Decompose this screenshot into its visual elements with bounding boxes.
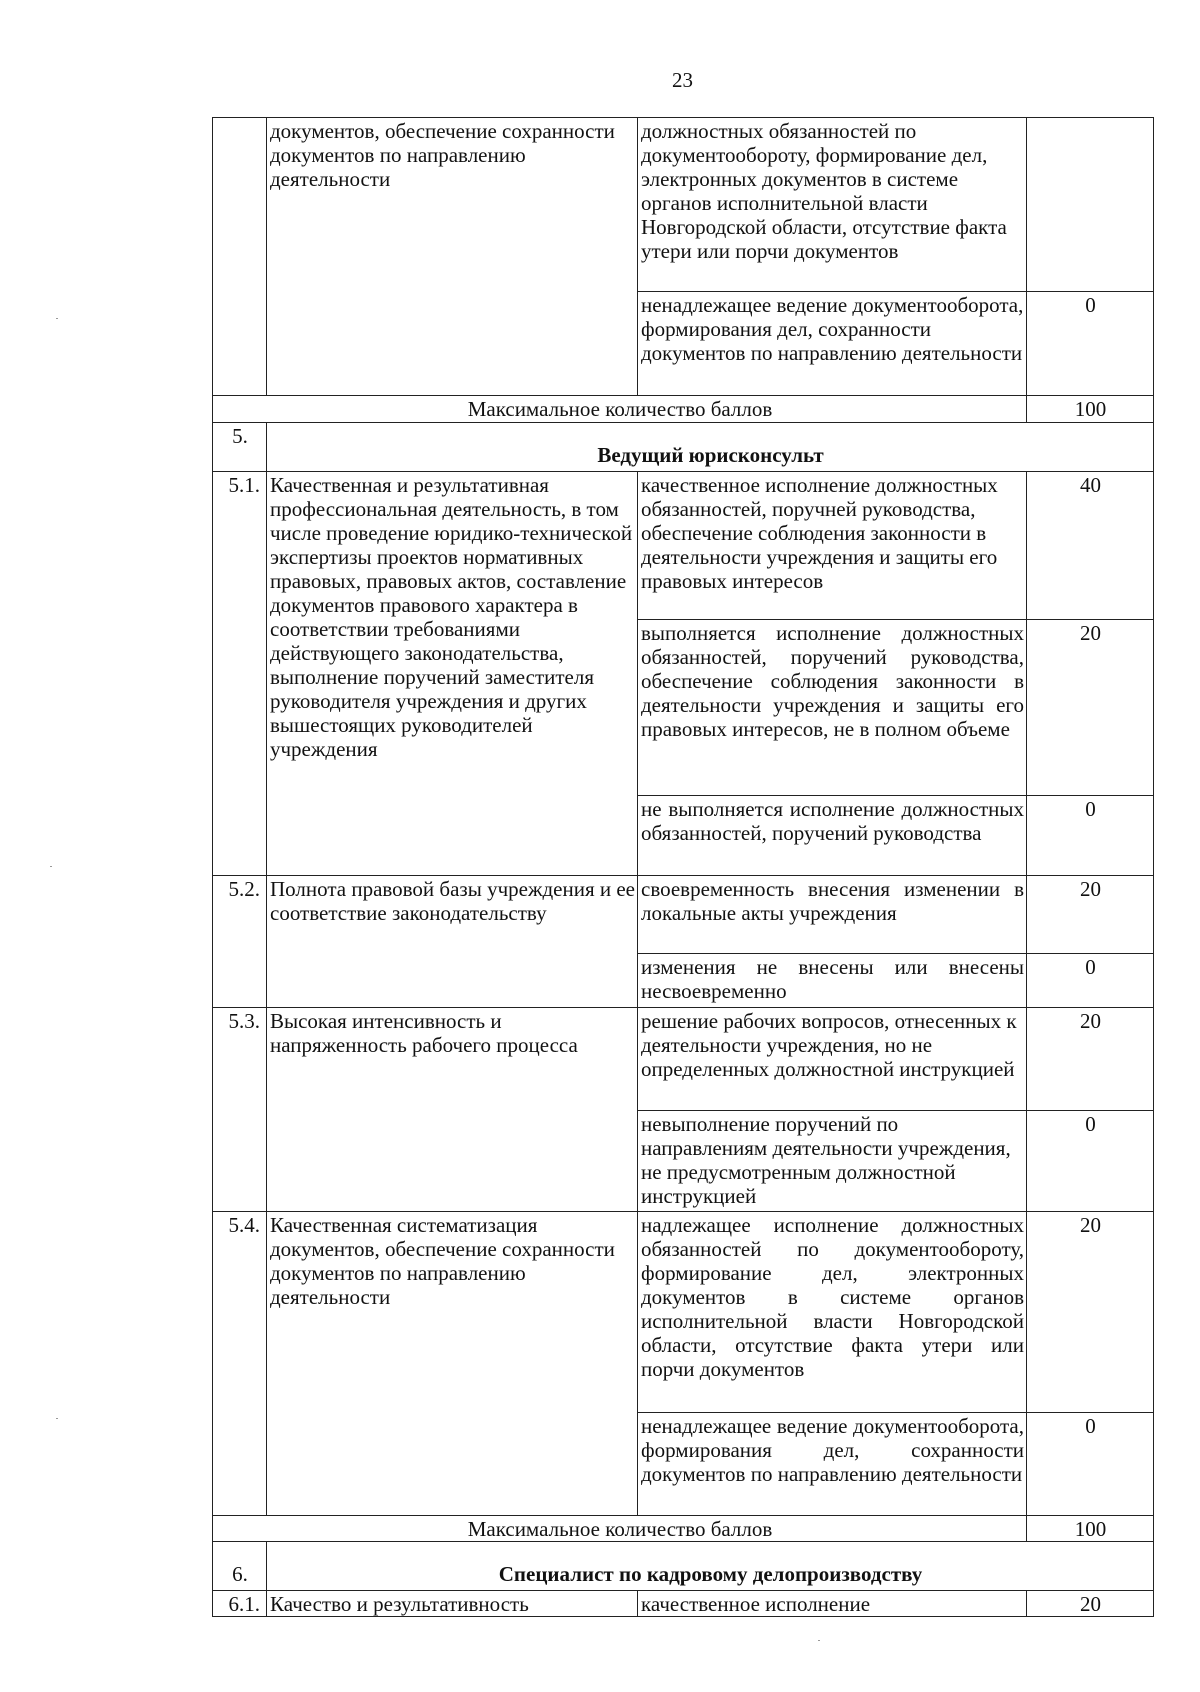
row-number-cell: 5.1. xyxy=(213,472,267,876)
criterion-cell: Качественная систематизация документов, обеспечение сохранности документов по направлению деятельности xyxy=(267,1212,638,1516)
section-number: 6. xyxy=(213,1542,267,1591)
criterion-cell: Высокая интенсивность и напряженность рабочего процесса xyxy=(267,1008,638,1212)
indicator-cell: ненадлежащее ведение документооборота, формирования дел, сохранности документов по направлению деятельности xyxy=(638,292,1027,396)
indicator-cell: качественное исполнение xyxy=(638,1591,1027,1617)
criterion-cell: документов, обеспечение сохранности документов по направлению деятельности xyxy=(267,118,638,396)
table-row xyxy=(213,1591,1154,1617)
max-score-label: Максимальное количество баллов xyxy=(213,396,1027,423)
section-header-row xyxy=(213,423,1154,472)
table-row xyxy=(213,876,1154,954)
max-score-row xyxy=(213,1516,1154,1542)
indicator-cell: должностных обязанностей по документообороту, формирование дел, электронных документов в системе органов исполнительной власти Новгородской области, отсутствие факта утери или порчи документов xyxy=(638,118,1027,292)
row-number-cell: 5.4. xyxy=(213,1212,267,1516)
points-cell: 40 xyxy=(1027,472,1154,620)
row-number-cell xyxy=(213,118,267,396)
indicator-cell: не выполняется исполнение должностных обязанностей, поручений руководства xyxy=(638,796,1027,876)
section-number: 5. xyxy=(213,423,267,472)
indicator-cell: невыполнение поручений по направлениям деятельности учреждения, не предусмотренным должностной инструкцией xyxy=(638,1111,1027,1212)
points-cell: 20 xyxy=(1027,620,1154,796)
table-row xyxy=(213,472,1154,620)
max-score-value: 100 xyxy=(1027,1516,1154,1542)
points-cell: 0 xyxy=(1027,796,1154,876)
max-score-value: 100 xyxy=(1027,396,1154,423)
points-cell: 0 xyxy=(1027,292,1154,396)
points-cell: 20 xyxy=(1027,876,1154,954)
max-score-label: Максимальное количество баллов xyxy=(213,1516,1027,1542)
points-cell: 0 xyxy=(1027,954,1154,1008)
points-cell: 0 xyxy=(1027,1413,1154,1516)
criterion-cell: Качество и результативность xyxy=(267,1591,638,1617)
table-row xyxy=(213,1212,1154,1413)
section-title: Специалист по кадровому делопроизводству xyxy=(267,1542,1154,1591)
indicator-cell: выполняется исполнение должностных обязанностей, поручений руководства, обеспечение соблюдения законности в деятельности учреждения и защиты его правовых интересов, не в полном объеме xyxy=(638,620,1027,796)
evaluation-criteria-table xyxy=(212,117,1154,1617)
page-number: 23 xyxy=(672,68,693,92)
points-cell: 0 xyxy=(1027,1111,1154,1212)
indicator-cell: изменения не внесены или внесены несвоевременно xyxy=(638,954,1027,1008)
points-cell: 20 xyxy=(1027,1212,1154,1413)
scan-mark xyxy=(56,1418,58,1419)
indicator-cell: надлежащее исполнение должностных обязанностей по документообороту, формирование дел, электронных документов в системе органов исполнительной власти Новгородской области, отсутствие факта утери или порчи документов xyxy=(638,1212,1027,1413)
indicator-cell: ненадлежащее ведение документооборота, формирования дел, сохранности документов по направлению деятельности xyxy=(638,1413,1027,1516)
row-number-cell: 6.1. xyxy=(213,1591,267,1617)
scan-mark xyxy=(50,866,52,867)
criterion-cell: Полнота правовой базы учреждения и ее соответствие законодательству xyxy=(267,876,638,1008)
indicator-cell: решение рабочих вопросов, отнесенных к деятельности учреждения, но не определенных должностной инструкцией xyxy=(638,1008,1027,1111)
indicator-cell: качественное исполнение должностных обязанностей, поручней руководства, обеспечение соблюдения законности в деятельности учреждения и защиты его правовых интересов xyxy=(638,472,1027,620)
table-row xyxy=(213,1008,1154,1111)
scan-mark xyxy=(56,318,58,319)
criterion-cell: Качественная и результативная профессиональная деятельность, в том числе проведение юридико-технической экспертизы проектов нормативных правовых, правовых актов, составление документов правового характера в соответствии требованиями действующего законодательства, выполнение поручений заместителя руководителя учреждения и других вышестоящих руководителей учреждения xyxy=(267,472,638,876)
scan-mark xyxy=(818,1640,820,1641)
max-score-row xyxy=(213,396,1154,423)
points-cell: 20 xyxy=(1027,1591,1154,1617)
indicator-cell: своевременность внесения изменении в локальные акты учреждения xyxy=(638,876,1027,954)
row-number-cell: 5.2. xyxy=(213,876,267,1008)
section-title: Ведущий юрисконсульт xyxy=(267,423,1154,472)
points-cell xyxy=(1027,118,1154,292)
section-header-row xyxy=(213,1542,1154,1591)
points-cell: 20 xyxy=(1027,1008,1154,1111)
table-row xyxy=(213,118,1154,292)
row-number-cell: 5.3. xyxy=(213,1008,267,1212)
